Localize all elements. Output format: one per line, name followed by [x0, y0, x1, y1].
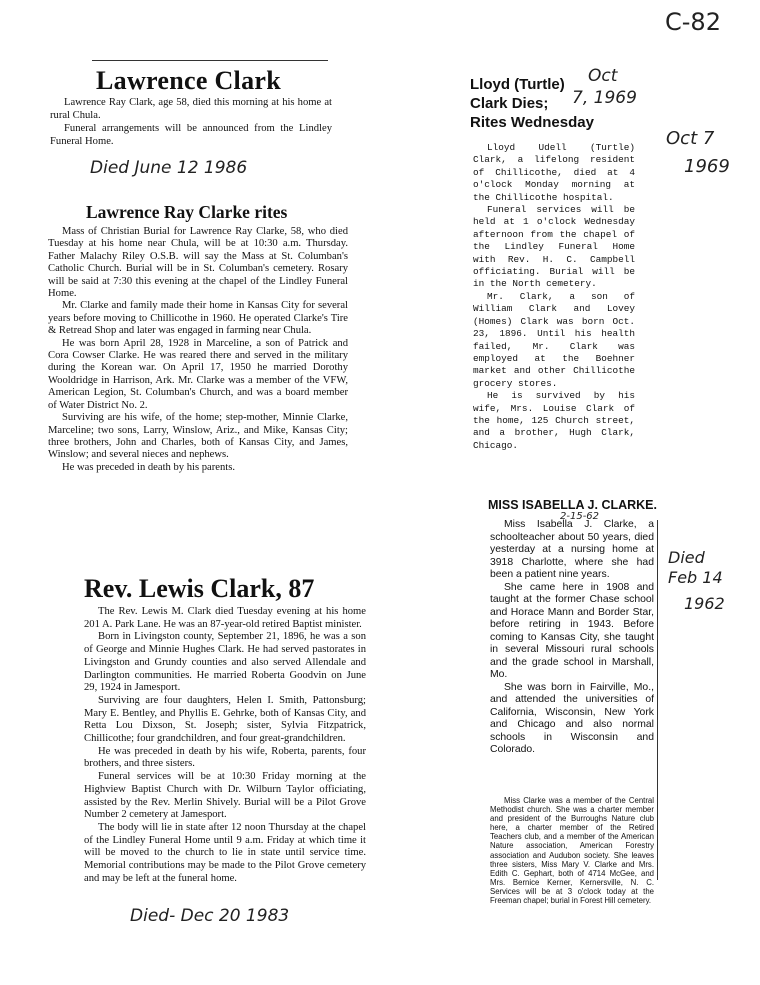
article4-title-line-3: Rites Wednesday: [470, 114, 594, 131]
page-label: C-82: [665, 8, 721, 36]
article1-body: [50, 96, 332, 148]
article3-paragraph-4: He was preceded in death by his wife, Roberta, parents, four brothers, and three sisters.: [84, 745, 366, 770]
article4-title-line-2: Clark Dies;: [470, 95, 549, 112]
article5-body: [490, 519, 654, 757]
article1-paragraph-2: Funeral arrangements will be announced from the Lindley Funeral Home.: [50, 123, 332, 147]
article4-paragraph-1: Lloyd Udell (Turtle) Clark, a lifelong resident of Chillicothe, died at 4 o'clock Monday morning at the Chillicothe hospital.: [473, 142, 635, 203]
article2-body: [48, 226, 348, 474]
article5-small-print: [490, 796, 654, 905]
article2-paragraph-4: Surviving are his wife, of the home; step-mother, Minnie Clarke, Marceline; two sons, Larry, Winslow, Ariz., and Mike, Kansas City; three brothers, John and Charles, both of Kansas City, and James, Winslow; and several nieces and nephews.: [48, 412, 348, 461]
article3-paragraph-6: The body will lie in state after 12 noon Thursday at the chapel of the Lindley Funeral Home until 9 a.m. Friday at which time it will be moved to the church to lie in state until service time. Memorial contributions may be made to the Pilot Grove cemetery and may be left at the funeral home.: [84, 821, 366, 884]
article5-side-note-line-2: Feb 14: [668, 568, 723, 587]
article4-side-note-line-2: 1969: [684, 156, 730, 177]
article2-paragraph-1: Mass of Christian Burial for Lawrence Ray Clarke, 58, who died Tuesday at his home near Chula, will be at 10:30 a.m. Thursday. Father Malachy Riley O.S.B. will say the Mass at St. Columban's Catholic Church. Burial will be in St. Columban's cemetery. Rosary will be said at 7:30 this evening at the chapel of the Lindley Funeral Home.: [48, 226, 348, 300]
article3-paragraph-5: Funeral services will be at 10:30 Friday morning at the Highview Baptist Church with Dr. Wilburn Taylor officiating, assisted by the Rev. Merlin Shively. Burial will be a Pilot Grove Number 2 cemetery at Jamesport.: [84, 771, 366, 821]
article2-paragraph-3: He was born April 28, 1928 in Marceline, a son of Patrick and Cora Cowser Clarke. He was reared there and served in the military during the Korean war. On April 17, 1950 he married Dorothy Wooldridge in Harrison, Ark. Mr. Clarke was a member of the VFW, American Legion, St. Columban's Church, and was a board member of Water District No. 2.: [48, 337, 348, 411]
article4-title-note-1: Oct: [588, 66, 618, 86]
article4-paragraph-2: Funeral services will be held at 1 o'clock Wednesday afternoon from the chapel of the Lindley Funeral Home with Rev. H. C. Campbell officiating. Burial will be in the North cemetery.: [473, 204, 635, 290]
article2-title: Lawrence Ray Clarke rites: [86, 202, 288, 222]
article1-handwritten-note: Died June 12 1986: [90, 158, 248, 178]
article2-paragraph-2: Mr. Clarke and family made their home in Kansas City for several years before moving to Chillicothe in 1960. He operated Clarke's Tire & Retread Shop and later was engaged in farming near Chula.: [48, 300, 348, 337]
article4-title-note-2: 7, 1969: [572, 88, 637, 108]
article2-paragraph-5: He was preceded in death by his parents.: [62, 461, 235, 473]
article3-handwritten-note: Died- Dec 20 1983: [130, 906, 290, 926]
article4-paragraph-4: He is survived by his wife, Mrs. Louise Clark of the home, 125 Church street, and a brother, Hugh Clark, Chicago.: [473, 390, 635, 451]
article1-top-rule: [92, 60, 328, 61]
article5-side-note-line-1: Died: [668, 548, 705, 567]
article5-handwritten-date: 2-15-62: [560, 511, 600, 522]
article4-side-note-line-1: Oct 7: [666, 128, 715, 149]
article4-title-line-1: Lloyd (Turtle): [470, 76, 565, 93]
article5-title: MISS ISABELLA J. CLARKE.: [488, 498, 657, 512]
article3-title: Rev. Lewis Clark, 87: [84, 574, 315, 603]
article1-paragraph-1: Lawrence Ray Clark, age 58, died this morning at his home at rural Chula.: [50, 97, 332, 121]
article5-small-paragraph: Miss Clarke was a member of the Central Methodist church. She was a charter member and president of the Burroughs Nature club here, a charter member of the Retired Teachers club, and a member of the American Nature association, American Forestry association and Audubon society. She leaves three sisters, Miss Mary V. Clarke and Mrs. Edith C. Gephart, both of 4714 McGee, and Mrs. Bernice Kerner, Kernersville, N. C. Services will be at 3 o'clock today at the Freeman chapel; burial in Forest Hill cemetery.: [490, 796, 654, 906]
article3-paragraph-1: The Rev. Lewis M. Clark died Tuesday evening at his home 201 A. Park Lane. He was an 87-year-old retired Baptist minister.: [84, 606, 366, 630]
article5-paragraph-2: She came here in 1908 and taught at the former Chase school and Horace Mann and Border Star, before retiring in 1943. Before coming to Kansas City, she taught in several Missouri rural schools and the grade school in Marshall, Mo.: [490, 581, 654, 680]
article4-paragraph-3: Mr. Clark, a son of William Clark and Lovey (Homes) Clark was born Oct. 23, 1896. Until his health failed, Mr. Clark was employed at the Boehner market and other Chillicothe grocery stores.: [473, 290, 635, 389]
article5-paragraph-3: She was born in Fairville, Mo., and attended the universities of California, Wisconsin, New York and Chicago and also normal schools in Wisconsin and Colorado.: [490, 681, 654, 755]
article3-paragraph-2: Born in Livingston county, September 21, 1896, he was a son of George and Minnie Hughes Clark. He had served pastorates in Livingston and Grundy counties and also served Allendale and Darlington communities. He married Roberta Goodvin on June 29, 1924 in Jamesport.: [84, 631, 366, 694]
article5-side-note-line-3: 1962: [684, 594, 725, 613]
article3-body: [84, 606, 366, 885]
article4-body: [473, 142, 635, 452]
article3-paragraph-3: Surviving are four daughters, Helen I. Smith, Pattonsburg; Mary E. Bentley, and Phyllis E. Gehrke, both of Kansas City, and Retta Lou Dixson, St. Joseph; sister, Sylvia Fitzpatrick, Chillicothe; four grandchildren, and four great-grandchildren.: [84, 694, 366, 745]
article5-paragraph-1: Miss Isabella J. Clarke, a schoolteacher about 50 years, died yesterday at a nursing home at 3918 Charlotte, where she had been a patient nine years.: [490, 519, 654, 580]
article5-right-border: [657, 520, 658, 880]
article1-title: Lawrence Clark: [96, 66, 281, 95]
